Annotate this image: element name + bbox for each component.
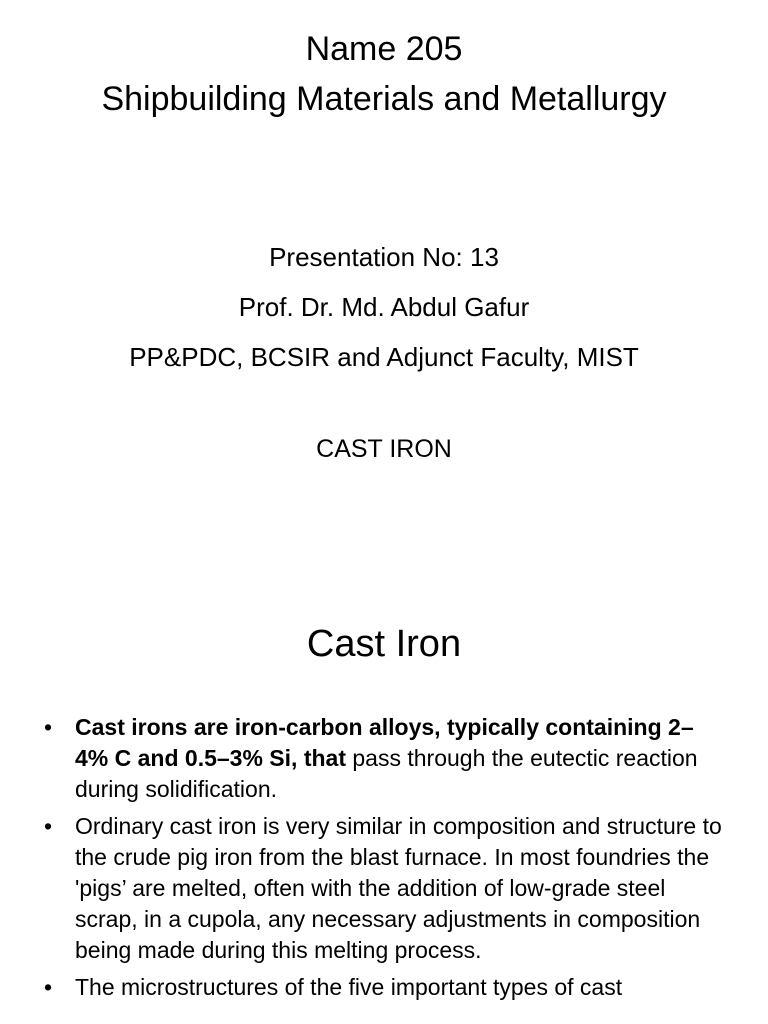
author-name: Prof. Dr. Md. Abdul Gafur	[238, 292, 530, 322]
bullet-icon: •	[44, 813, 53, 839]
bullet-item	[44, 712, 724, 805]
bullet-bold-text: Cast irons are iron-carbon alloys, typically containing 2–4% C and 0.5–3% Si, that	[75, 714, 694, 771]
bullet-item	[44, 811, 724, 966]
content-slide	[0, 596, 768, 1024]
bullet-text: Ordinary cast iron is very similar in composition and structure to the crude pig iron from the blast furnace. In most foundries the 'pigs’ are melted, often with the addition of low-grade steel scrap, in a cupola, any necessary adjustments in composition being made during this melting process.	[75, 813, 722, 963]
bullet-icon: •	[44, 974, 53, 1000]
course-title: Shipbuilding Materials and Metallurgy	[101, 80, 667, 118]
bullet-text: The microstructures of the five important types of cast	[75, 974, 623, 1000]
course-code: Name 205	[305, 30, 463, 68]
slide-title: Cast Iron	[306, 623, 462, 665]
author-affiliation: PP&PDC, BCSIR and Adjunct Faculty, MIST	[129, 342, 639, 372]
presentation-number: Presentation No: 13	[269, 242, 499, 272]
bullet-item	[44, 972, 724, 1003]
presentation-topic: CAST IRON	[316, 435, 452, 463]
bullet-text: pass through the eutectic reaction during solidification.	[75, 745, 698, 802]
bullet-icon: •	[44, 714, 53, 740]
bullet-list	[44, 712, 724, 1009]
